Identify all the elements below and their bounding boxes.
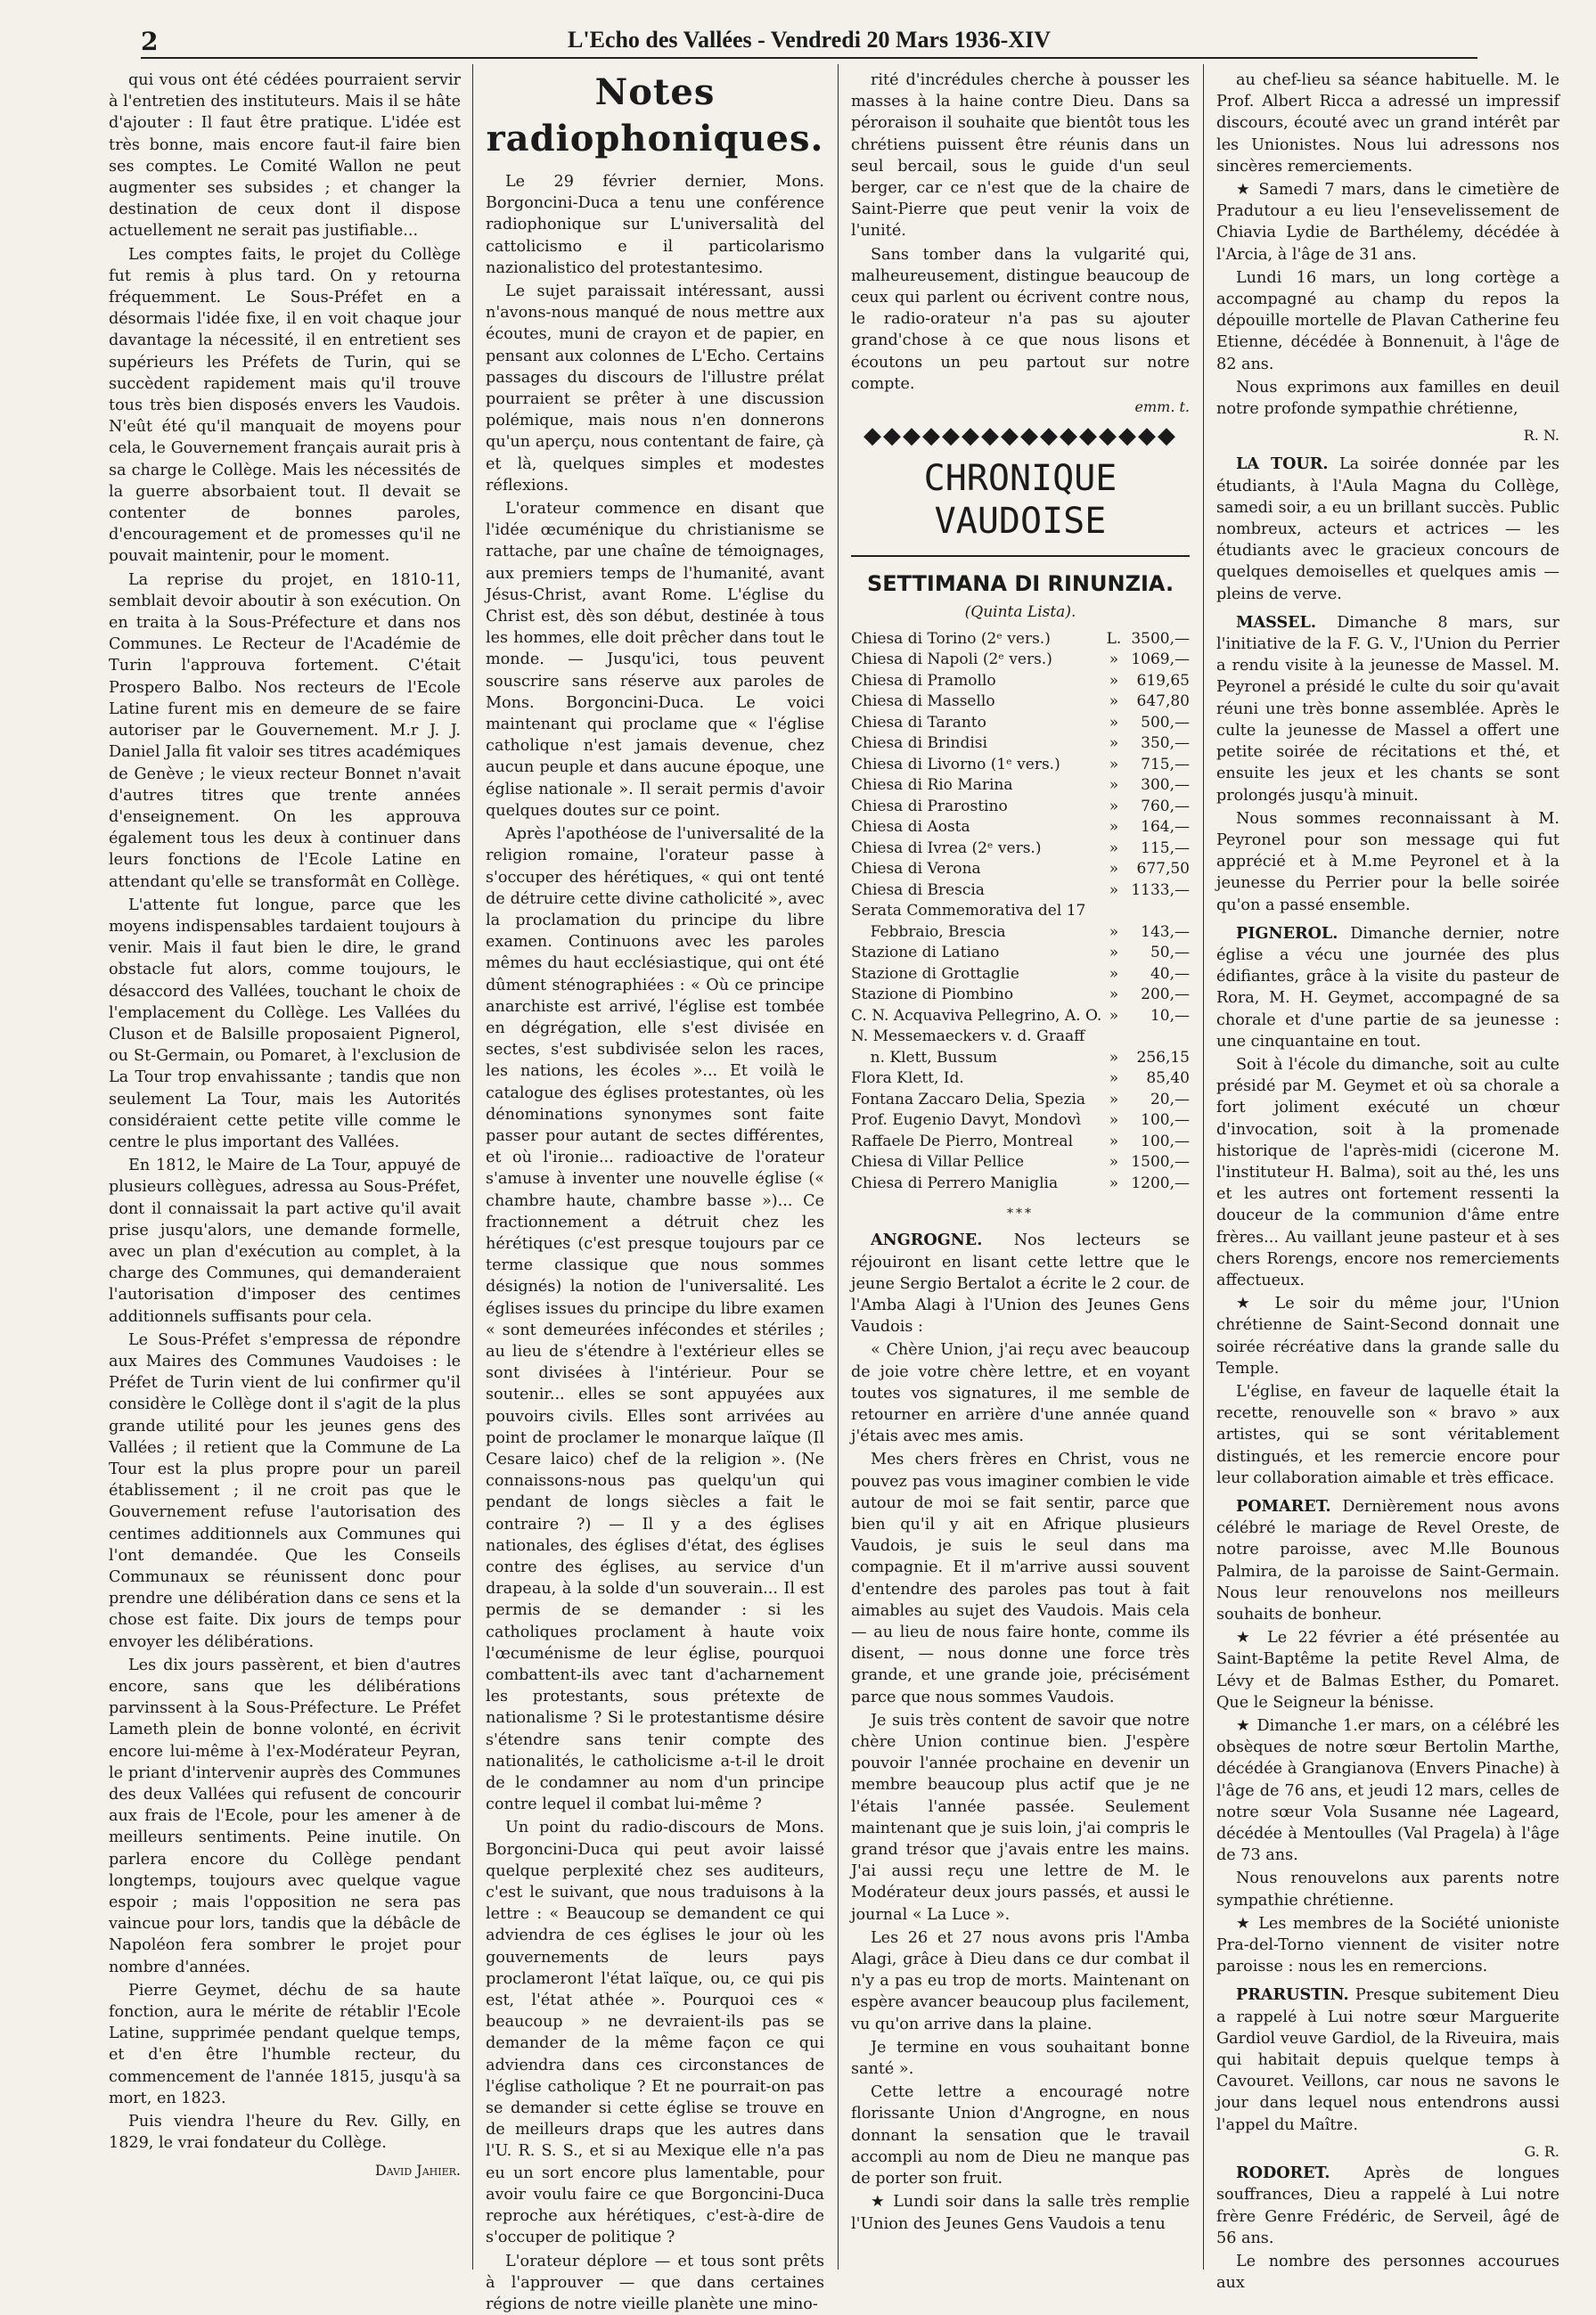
amount-marker: » [1104,1068,1124,1090]
paragraph: qui vous ont été cédées pourraient servir à l'entretien des instituteurs. Mais il se hâte d'ajouter : Il faut être pratique. L'idée est très bonne, mais encore faut-il faire bien ses comptes. Le Comité Wallon ne peut augmenter ses subsides ; et changer la destination de ceux dont il dispose actuellement ne serait pas justifiable... [109,70,461,242]
paragraph: Un point du radio-discours de Mons. Borgoncini-Duca qui peut avoir laissé quelque perplexité chez ses auditeurs, c'est le suivant, que nous traduisons à la lettre : « Beaucoup se demandent ce qui adviendra de ces églises le jour où les gouvernements de leurs pays proclameront l'état laïque, ou, ce qui pis est, l'état athée ». Pourquoi ces « beaucoup » ne devraient-ils pas se demander de la même façon ce qui adviendra dans ces circonstances de l'église catholique ? Et ne pourrait-on pas se demander si cette église se trouve en de meilleurs draps que les autres dans l'U. R. S. S., et si au Mexique elle n'a pas eu un sort encore plus lamentable, pour avoir voulu faire ce que Borgoncini-Duca reproche aux hérétiques, c'est-à-dire de s'occuper de politique ? [486,1817,824,2248]
donor-name: Chiesa di Ivrea (2ᵉ vers.) [851,838,1104,860]
amount-marker: » [1104,1110,1124,1132]
paragraph: Les dix jours passèrent, et bien d'autres encore, sans que les délibérations parvinssent à la Sous-Préfecture. Le Préfet Lameth plein de bonne volonté, en écrivit encore lui-même à l'ex-Modérateur Peyran, le priant d'intervenir auprès des Communes des deux Vallées qui refusent de concourir aux frais de l'Ecole, pour les amener à de meilleurs sentiments. Peine inutile. On parlera encore du Collège pendant longtemps, toujours avec quelque vague espoir ; mais l'opposition ne sera pas vaincue pour lors, tandis que la débâcle de Napoléon fera sombrer le projet pour nombre d'années. [109,1655,461,1978]
history-article [109,70,461,2155]
amount-marker: » [1104,1174,1124,1195]
amount-marker [1104,1027,1124,1048]
donor-name: Raffaele De Pierro, Montreal [851,1132,1104,1153]
donor-name: Prof. Eugenio Davyt, Mondovì [851,1110,1104,1132]
amount-marker [1104,901,1124,922]
donor-name: Chiesa di Torino (2ᵉ vers.) [851,629,1104,650]
donation-row [851,1048,1190,1069]
donor-name: Chiesa di Verona [851,859,1104,880]
donation-amount: 164,— [1124,817,1190,838]
masthead-title: L'Echo des Vallées - Vendredi 20 Mars 1936-XIV [141,27,1477,53]
donation-amount: 300,— [1124,775,1190,797]
donation-row [851,922,1190,944]
locality-label: POMARET. [1236,1497,1331,1516]
amount-marker: » [1104,713,1124,734]
news-item [1216,1984,1559,2135]
donation-amount [1124,1027,1190,1048]
donation-row [851,650,1190,671]
amount-marker: » [1104,733,1124,755]
paragraph: rité d'incrédules cherche à pousser les masses à la haine contre Dieu. Dans sa péroraison il souhaite que bientôt tous les chrétiens puissent être réunis dans un seul bercail, sous le guide d'un seul berger, car ce n'est que de la chaire de Saint-Pierre que peut venir la voix de l'unité. [851,70,1190,242]
news-item [1216,1054,1559,1291]
news-item [1216,808,1559,916]
donation-row [851,1006,1190,1027]
donation-amount: 85,40 [1124,1068,1190,1090]
paragraph: ★ Samedi 7 mars, dans le cimetière de Pradutour a eu lieu l'ensevelissement de Chiavia Lydie de Barthélemy, décédée à l'Arcia, à l'âge de 31 ans. [1216,179,1559,266]
donation-amount: 1069,— [1124,650,1190,671]
donation-amount: 20,— [1124,1090,1190,1111]
angrogne-article [851,1339,1190,2234]
paragraph: Les 26 et 27 nous avons pris l'Amba Alagi, grâce à Dieu dans ce dur combat il n'y a pas eu trop de morts. Maintenant on espère avancer beaucoup plus facilement, vu qu'on arrive dans la plaine. [851,1927,1190,2035]
ornament-divider: ◆◆◆◆◆◆◆◆◆◆◆◆◆◆◆◆ [851,425,1190,446]
paragraph: L'orateur commence en disant que l'idée œcuménique du christianisme se rattache, par une chaîne de témoignages, aux premiers temps de l'humanité, avant Jésus-Christ, avant Rome. L'église du Christ est, dès son début, destinée à tous les hommes, elle doit prêcher dans tout le monde. — Jusqu'ici, tous peuvent souscrire sans réserve aux paroles de Mons. Borgoncini-Duca. Le voici maintenant qui proclame que « l'église catholique n'est jamais devenue, chez aucun peuple et dans aucune époque, une église nationale ». Il serait permis d'avoir quelques doutes sur ce point. [486,498,824,822]
amount-marker: » [1104,1048,1124,1069]
donor-name: Flora Klett, Id. [851,1068,1104,1090]
donation-amount: 115,— [1124,838,1190,860]
donor-name: Chiesa di Brindisi [851,733,1104,755]
amount-marker: » [1104,985,1124,1006]
column-news [1216,70,1559,2266]
donation-row [851,733,1190,755]
column-rule [1203,64,1204,2270]
paragraph: Le nombre des personnes accourues aux [1216,2251,1559,2294]
donation-row [851,985,1190,1006]
paragraph-text: Dimanche dernier, notre église a vécu une journée des plus édifiantes, grâce à la visite du pasteur de Rora, M. H. Geymet, accompagné de sa chorale et d'une partie de sa jeunesse : une cinquantaine en tout. [1216,925,1559,1051]
paragraph: Puis viendra l'heure du Rev. Gilly, en 1829, le vrai fondateur du Collège. [109,2111,461,2154]
donor-name: C. N. Acquaviva Pellegrino, A. O. [851,1006,1104,1027]
donation-amount: 100,— [1124,1132,1190,1153]
locality-label: PIGNEROL. [1236,924,1338,943]
paragraph: Pierre Geymet, déchu de sa haute fonction, aura le mérite de rétablir l'Ecole Latine, supprimée pendant quelque temps, et d'en être l'humble recteur, du commencement de l'année 1815, jusqu'à sa mort, en 1823. [109,1980,461,2109]
donation-amount: 3500,— [1124,629,1190,650]
donation-amount: 10,— [1124,1006,1190,1027]
angrogne-lead [851,1230,1190,1337]
donation-amount: 200,— [1124,985,1190,1006]
paragraph: Lundi 16 mars, un long cortège a accompagné au champ du repos la dépouille mortelle de Plavan Catherine feu Etienne, décédée à Bonnenuit, à l'âge de 82 ans. [1216,267,1559,375]
donations-table [851,629,1190,1195]
donor-name: Stazione di Grottaglie [851,964,1104,986]
donor-name: Chiesa di Massello [851,691,1104,713]
donor-name: Chiesa di Livorno (1ᵉ vers.) [851,755,1104,776]
donor-name: Chiesa di Rio Marina [851,775,1104,797]
news-item [1216,1496,1559,1625]
amount-marker: » [1104,691,1124,713]
paragraph: Je suis très content de savoir que notre chère Union continue bien. J'espère pouvoir l'année prochaine en devenir un membre beaucoup plus actif que je ne l'étais l'année passée. Seulement maintenant que je suis loin, j'ai compris le grand trésor que j'avais entre les mains. J'ai aussi reçu une lettre de M. le Modérateur deux jours passés, et aussi le journal « La Luce ». [851,1710,1190,1926]
donor-name: Chiesa di Pramollo [851,671,1104,692]
paragraph-text: L'église, en faveur de laquelle était la recette, renouvelle son « bravo » aux artistes, qui se sont véritablement distingués, et les remercie encore pour leur collaboration aimable et très efficace. [1216,1383,1559,1487]
donation-amount: 50,— [1124,943,1190,964]
paragraph: « Chère Union, j'ai reçu avec beaucoup de joie votre chère lettre, et en voyant toutes vos signatures, il me semble de retourner en arrière d'une année quand j'étais avec mes amis. [851,1339,1190,1447]
amount-marker: » [1104,797,1124,818]
author-signature: G. R. [1216,2141,1559,2163]
donor-name: Chiesa di Prarostino [851,797,1104,818]
amount-marker: » [1104,1090,1124,1111]
donation-amount: 715,— [1124,755,1190,776]
donation-row [851,1132,1190,1153]
donor-name: Chiesa di Taranto [851,713,1104,734]
paragraph: En 1812, le Maire de La Tour, appuyé de plusieurs collègues, adressa au Sous-Préfet, dont il connaissait la part active qu'il avait prise jusqu'alors, une demande formelle, avec un plan d'exécution au complet, à la charge des Communes, qui demanderaient l'autorisation d'imposer des centimes additionnels suffisants pour cela. [109,1155,461,1328]
donor-name: Chiesa di Brescia [851,880,1104,902]
donation-row [851,943,1190,964]
donation-amount: 619,65 [1124,671,1190,692]
amount-marker: » [1104,1006,1124,1027]
news-sections [1216,454,1559,2135]
donation-amount: 677,50 [1124,859,1190,880]
donation-amount: 760,— [1124,797,1190,818]
news-item [1216,1868,1559,1910]
amount-marker: » [1104,1132,1124,1153]
donation-row [851,797,1190,818]
locality-label: RODORET. [1236,2164,1330,2182]
news-item [1216,1913,1559,1978]
donation-amount: 1200,— [1124,1174,1190,1195]
section-title: Notes radiophoniques. [486,70,824,162]
donation-amount [1124,901,1190,922]
donation-row [851,1152,1190,1174]
donation-row [851,775,1190,797]
amount-marker: » [1104,964,1124,986]
paragraph: Le 29 février dernier, Mons. Borgoncini-Duca a tenu une conférence radiophonique sur L'universalità del cattolicismo e il particolarismo nazionalistico del protestantesimo. [486,171,824,279]
paragraph-text: Dernièrement nous avons célébré le mariage de Revel Oreste, de notre paroisse, avec M.lle Bounous Palmira, de la paroisse de Saint-Germain. Nous leur renouvelons nos meilleurs souhaits de bonheur. [1216,1498,1559,1624]
paragraph-text: Presque subitement Dieu a rappelé à Lui notre sœur Marguerite Gardiol veuve Gardiol, de la Riveuira, mais qui habitait depuis quelque temps à Cavouret. Veillons, car nous ne savons le jour dans lequel nous entendrons aussi l'appel du Maître. [1216,1986,1559,2133]
paragraph-text: ★ Le 22 février a été présentée au Saint-Baptême la petite Revel Alma, de Lévy et de Balmas Esther, du Pomaret. Que le Seigneur la bénisse. [1216,1629,1559,1712]
paragraph-text: Soit à l'école du dimanche, soit au culte présidé par M. Geymet et où sa chorale a fort joliment exécuté un chœur d'invocation, soit à la promenade historique de l'après-midi (cicerone M. l'instituteur H. Balma), soit au thé, les uns et les autres ont fortement ressenti la douceur de la communion d'âme entre frères... Au vaillant jeune pasteur et à ses chers Rorengs, encore nos remerciements affectueux. [1216,1056,1559,1289]
donation-row [851,859,1190,880]
amount-marker: » [1104,775,1124,797]
donor-name: N. Messemaeckers v. d. Graaff [851,1027,1104,1048]
page-header [141,27,1477,59]
donation-row [851,1090,1190,1111]
section-title: CHRONIQUE VAUDOISE [851,457,1190,557]
amount-marker: » [1104,1152,1124,1174]
paragraph-text: La soirée donnée par les étudiants, à l'Aula Magna du Collège, samedi soir, a eu un brillant succès. Public nombreux, acteurs et actrices — les étudiants avec le gracieux concours de quelques demoiselles et quelques amis — pleins de verve. [1216,455,1559,602]
paragraph-text: Nos lecteurs se réjouiront en lisant cette lettre que le jeune Sergio Bertalot a écrite le 2 cour. de l'Amba Alagi à l'Union des Jeunes Gens Vaudois : [851,1231,1190,1336]
amount-marker: L. [1104,629,1124,650]
column-radio-notes [486,70,824,2266]
asterism-divider: *** [851,1203,1190,1224]
amount-marker: » [1104,838,1124,860]
amount-marker: » [1104,922,1124,944]
author-signature: David Jahier. [109,2160,461,2181]
subsection-title: SETTIMANA DI RINUNZIA. [851,569,1190,598]
donor-name: Chiesa di Napoli (2ᵉ vers.) [851,650,1104,671]
amount-marker: » [1104,650,1124,671]
radio-article [486,171,824,2315]
paragraph: Mes chers frères en Christ, vous ne pouvez pas vous imaginer combien le vide autour de moi se fait sentir, parce que bien qu'il y ait en Afrique plusieurs Vaudois, je suis le seul dans ma compagnie. Et il m'arrive aussi souvent d'entendre des paroles pas tout à fait aimables au sujet des Vaudois. Mais cela — au lieu de nous faire honte, comme ils disent, — nous donne une force très grande, et une grande joie, précisément parce que nous sommes Vaudois. [851,1449,1190,1707]
locality-label: PRARUSTIN. [1236,1985,1349,2004]
donation-amount: 100,— [1124,1110,1190,1132]
locality-label: MASSEL. [1236,613,1316,632]
paragraph-text: Après de longues souffrances, Dieu a rappelé à Lui notre frère Genre Frédéric, de Serveil, âgé de 56 ans. [1216,2164,1559,2247]
author-signature: R. N. [1216,425,1559,446]
paragraph-text: Nous sommes reconnaissant à M. Peyronel pour son message qui fut apprécié et à M.me Peyronel et à la jeunesse du Perrier pour la belle soirée qu'on a passé ensemble. [1216,810,1559,914]
donation-row [851,964,1190,986]
donor-name: Chiesa di Aosta [851,817,1104,838]
paragraph: Le sujet paraissait intéressant, aussi n'avons-nous manqué de nous mettre aux écoutes, muni de crayon et de papier, en pensant aux colonnes de L'Echo. Certains passages du discours de l'illustre prélat pourraient se prêter à une discussion polémique, mais nous n'en donnerons qu'un aperçu, nous contentant de faire, çà et là, quelques simples et modestes réflexions. [486,281,824,496]
paragraph: Le Sous-Préfet s'empressa de répondre aux Maires des Communes Vaudoises : le Préfet de Turin vient de lui confirmer qu'il considère le Collège dont il s'agit de la plus grande utilité pour les jeunes gens des Vallées ; il retient que la Commune de La Tour est la plus propre pour un pareil établissement ; il ne croit pas que le Gouvernement refuse l'autorisation des centimes additionnels aux Communes qui l'ont demandée. Que les Conseils Communaux se réunissent donc pour prendre une délibération dans ce sens et la chose est faite. Dix jours de temps pour envoyer les délibérations. [109,1329,461,1653]
donor-name: Serata Commemorativa del 17 [851,901,1104,922]
donation-amount: 350,— [1124,733,1190,755]
donation-amount: 256,15 [1124,1048,1190,1069]
paragraph: au chef-lieu sa séance habituelle. M. le Prof. Albert Ricca a adressé un impressif discours, écouté avec un grand intérêt par les Unionistes. Nous lui adressons nos sincères remerciements. [1216,70,1559,177]
donation-amount: 1500,— [1124,1152,1190,1174]
news-item [1216,612,1559,806]
donation-row [851,1068,1190,1090]
paragraph: La reprise du projet, en 1810-11, semblait devoir aboutir à son exécution. On en traita à la Sous-Préfecture et dans nos Communes. Le Recteur de l'Académie de Turin l'approuva fortement. C'était Prospero Balbo. Nos recteurs de l'Ecole Latine furent mis en demeure de se faire autoriser par le Gouvernement. M.r J. J. Daniel Jalla fit valoir ses titres académiques de Genève ; le vieux recteur Bonnet n'avait d'autres titres que trente années d'enseignement. On les approuva également tous les deux à continuer dans leurs fonctions de l'Ecole Latine en attendant qu'elle se transformât en Collège. [109,569,461,893]
amount-marker: » [1104,859,1124,880]
donation-amount: 143,— [1124,922,1190,944]
paragraph: Cette lettre a encouragé notre florissante Union d'Angrogne, en nous donnant la sensation que le travail accompli au nom de Dieu ne manque pas de porter son fruit. [851,2082,1190,2189]
column-chronique [851,70,1190,2266]
author-signature: emm. t. [851,397,1190,418]
news-item [1216,923,1559,1052]
paragraph: Après l'apothéose de l'universalité de la religion romaine, l'orateur passe à s'occuper des hérétiques, « qui ont tenté de détruire cette divine catholicité », avec la proclamation du principe du libre examen. Continuons avec les paroles mêmes du haut ecclésiastique, qui ont été dûment sténographiées : « Où ce principe anarchiste est arrivé, l'église est tombée en dégrégation, elle s'est divisée en sectes, s'est subdivisée selon les races, les nations, les écoles »... Et voilà le catalogue des églises protestantes, où les dénominations synonymes sont faite passer pour autant de sectes différentes, et où l'ironie... radioactive de l'orateur s'amuse à inventer une nouvelle église (« chambre haute, chambre basse »)... Ce fractionnement a détruit chez les hérétiques (c'est presque toujours par ce terme classique que nous sommes désignés) la notion de l'universalité. Les églises issues du principe du libre examen « sont demeurées infécondes et stériles ; au lieu de s'étendre à l'extérieur elles se sont divisées à l'intérieur. Pour se soutenir... elles se sont appuyées aux pouvoirs civils. Elles sont arrivées au point de proclamer le monarque laïque (Il Cesare laico) chef de la religion ». (Ne connaissons-nous pas quelqu'un qui pendant de longs siècles a fait le contraire ?) — Il y a des églises nationales, des églises d'état, des églises contre des églises, au service d'un drapeau, à la solde d'un souverain... Il est permis de se demander : si les catholiques proclament à haute voix l'œcuménisme de leur église, pourquoi combattent-ils avec tant d'acharnement les protestants, sous prétexte de nationalisme ? Si le protestantisme désire s'étendre sans tenir compte des nationalités, le catholicisme a-t-il le droit de le condamner au nom d'un principe contre lequel il combat lui-même ? [486,823,824,1815]
donation-row [851,755,1190,776]
donor-name: Fontana Zaccaro Delia, Spezia [851,1090,1104,1111]
donor-name: n. Klett, Bussum [851,1048,1104,1069]
donation-row [851,1027,1190,1048]
paragraph: Les comptes faits, le projet du Collège fut remis à plus tard. On y retourna fréquemment. Le Sous-Préfet en a désormais l'idée fixe, il en voit chaque jour davantage la nécessité, il en entretient ses supérieurs les Préfets de Turin, qui se succèdent rapidement mais qu'il trouve tous très bien disposés envers les Vaudois. N'eût été qu'il manquait de moyens pour cela, le Gouvernement français aurait pris à sa charge le Collège. Mais les nécessités de la guerre absorbaient tout. Il devait se contenter de bonnes paroles, d'encouragement et de promesses qu'il ne pouvait maintenir, pour le moment. [109,244,461,568]
donation-row [851,1110,1190,1132]
paragraph-text: ★ Le soir du même jour, l'Union chrétienne de Saint-Second donnait une soirée récréative dans la grande salle du Temple. [1216,1295,1559,1378]
paragraph-text: ★ Dimanche 1.er mars, on a célébré les obsèques de notre sœur Bertolin Marthe, décédée à Grangianova (Envers Pinache) à l'âge de 76 ans, et jeudi 12 mars, celles de notre sœur Vola Susanne née Lageard, décédée à Mentoulles (Val Pragela) à l'âge de 73 ans. [1216,1717,1559,1864]
news-item [1216,454,1559,604]
paragraph: ★ Lundi soir dans la salle très remplie l'Union des Jeunes Gens Vaudois a tenu [851,2191,1190,2234]
donation-amount: 647,80 [1124,691,1190,713]
news-top [1216,70,1559,420]
donation-row [851,1174,1190,1195]
paragraph: L'orateur déplore — et tous sont prêts à l'approuver — que dans certaines régions de notre vieille planète une mino- [486,2251,824,2315]
locality-label: LA TOUR. [1236,454,1329,473]
donation-row [851,880,1190,902]
paragraph: Sans tomber dans la vulgarité qui, malheureusement, distingue beaucoup de ceux qui parlent ou écrivent contre nous, le radio-orateur n'a pas su ajouter grand'chose à ce que nous lisons et écoutons un peu partout sur notre compte. [851,244,1190,395]
news-item [1216,1381,1559,1489]
rodoret-lead [1216,2163,1559,2249]
paragraph: Nous exprimons aux familles en deuil notre profonde sympathie chrétienne, [1216,377,1559,420]
news-item [1216,1293,1559,1379]
amount-marker: » [1104,671,1124,692]
list-caption: (Quinta Lista). [851,601,1190,623]
donor-name: Chiesa di Perrero Maniglia [851,1174,1104,1195]
news-item [1216,1627,1559,1714]
donor-name: Stazione di Latiano [851,943,1104,964]
donation-row [851,838,1190,860]
donation-row [851,629,1190,650]
paragraph-text: ★ Les membres de la Société unioniste Pra-del-Torno viennent de visiter notre paroisse : nous les en remercions. [1216,1915,1559,1976]
donor-name: Febbraio, Brescia [851,922,1104,944]
amount-marker: » [1104,943,1124,964]
donation-amount: 40,— [1124,964,1190,986]
donation-row [851,817,1190,838]
locality-label: ANGROGNE. [871,1231,982,1249]
radio-article-continued [851,70,1190,395]
donation-row [851,691,1190,713]
amount-marker: » [1104,880,1124,902]
donor-name: Stazione di Piombino [851,985,1104,1006]
column-history [109,70,461,2266]
page-number: 2 [141,27,158,56]
paragraph: L'attente fut longue, parce que les moyens indispensables tardaient toujours à venir. Mais il faut bien le dire, le grand obstacle fut alors, comme toujours, le désaccord des Vallées, touchant le choix de l'emplacement du Collège. Les Vallées du Cluson et de Balsille proposaient Pignerol, ou St-Germain, ou Pomaret, à l'exclusion de La Tour trop envahissante ; tandis que non seulement La Tour, mais les Autorités considéraient cette petite ville comme le centre le plus important des Vallées. [109,895,461,1153]
paragraph-text: Nous renouvelons aux parents notre sympathie chrétienne. [1216,1869,1559,1909]
news-item [1216,1715,1559,1866]
donation-amount: 500,— [1124,713,1190,734]
paragraph-text: Dimanche 8 mars, sur l'initiative de la F. G. V., l'Union du Perrier a rendu visite à la jeunesse de Massel. M. Peyronel a présidé le culte du soir qu'avait réuni une très bonne assemblée. Après le culte la jeunesse de Massel a offert une petite soirée de récitations et thé, et ensuite les jeux et les chants se sont prolongés jusqu'à minuit. [1216,614,1559,805]
amount-marker: » [1104,755,1124,776]
donation-row [851,713,1190,734]
column-rule [472,64,473,2270]
paragraph: Je termine en vous souhaitant bonne santé ». [851,2037,1190,2080]
donation-row [851,671,1190,692]
donation-amount: 1133,— [1124,880,1190,902]
amount-marker: » [1104,817,1124,838]
column-rule [838,64,839,2270]
donation-row [851,901,1190,922]
donor-name: Chiesa di Villar Pellice [851,1152,1104,1174]
